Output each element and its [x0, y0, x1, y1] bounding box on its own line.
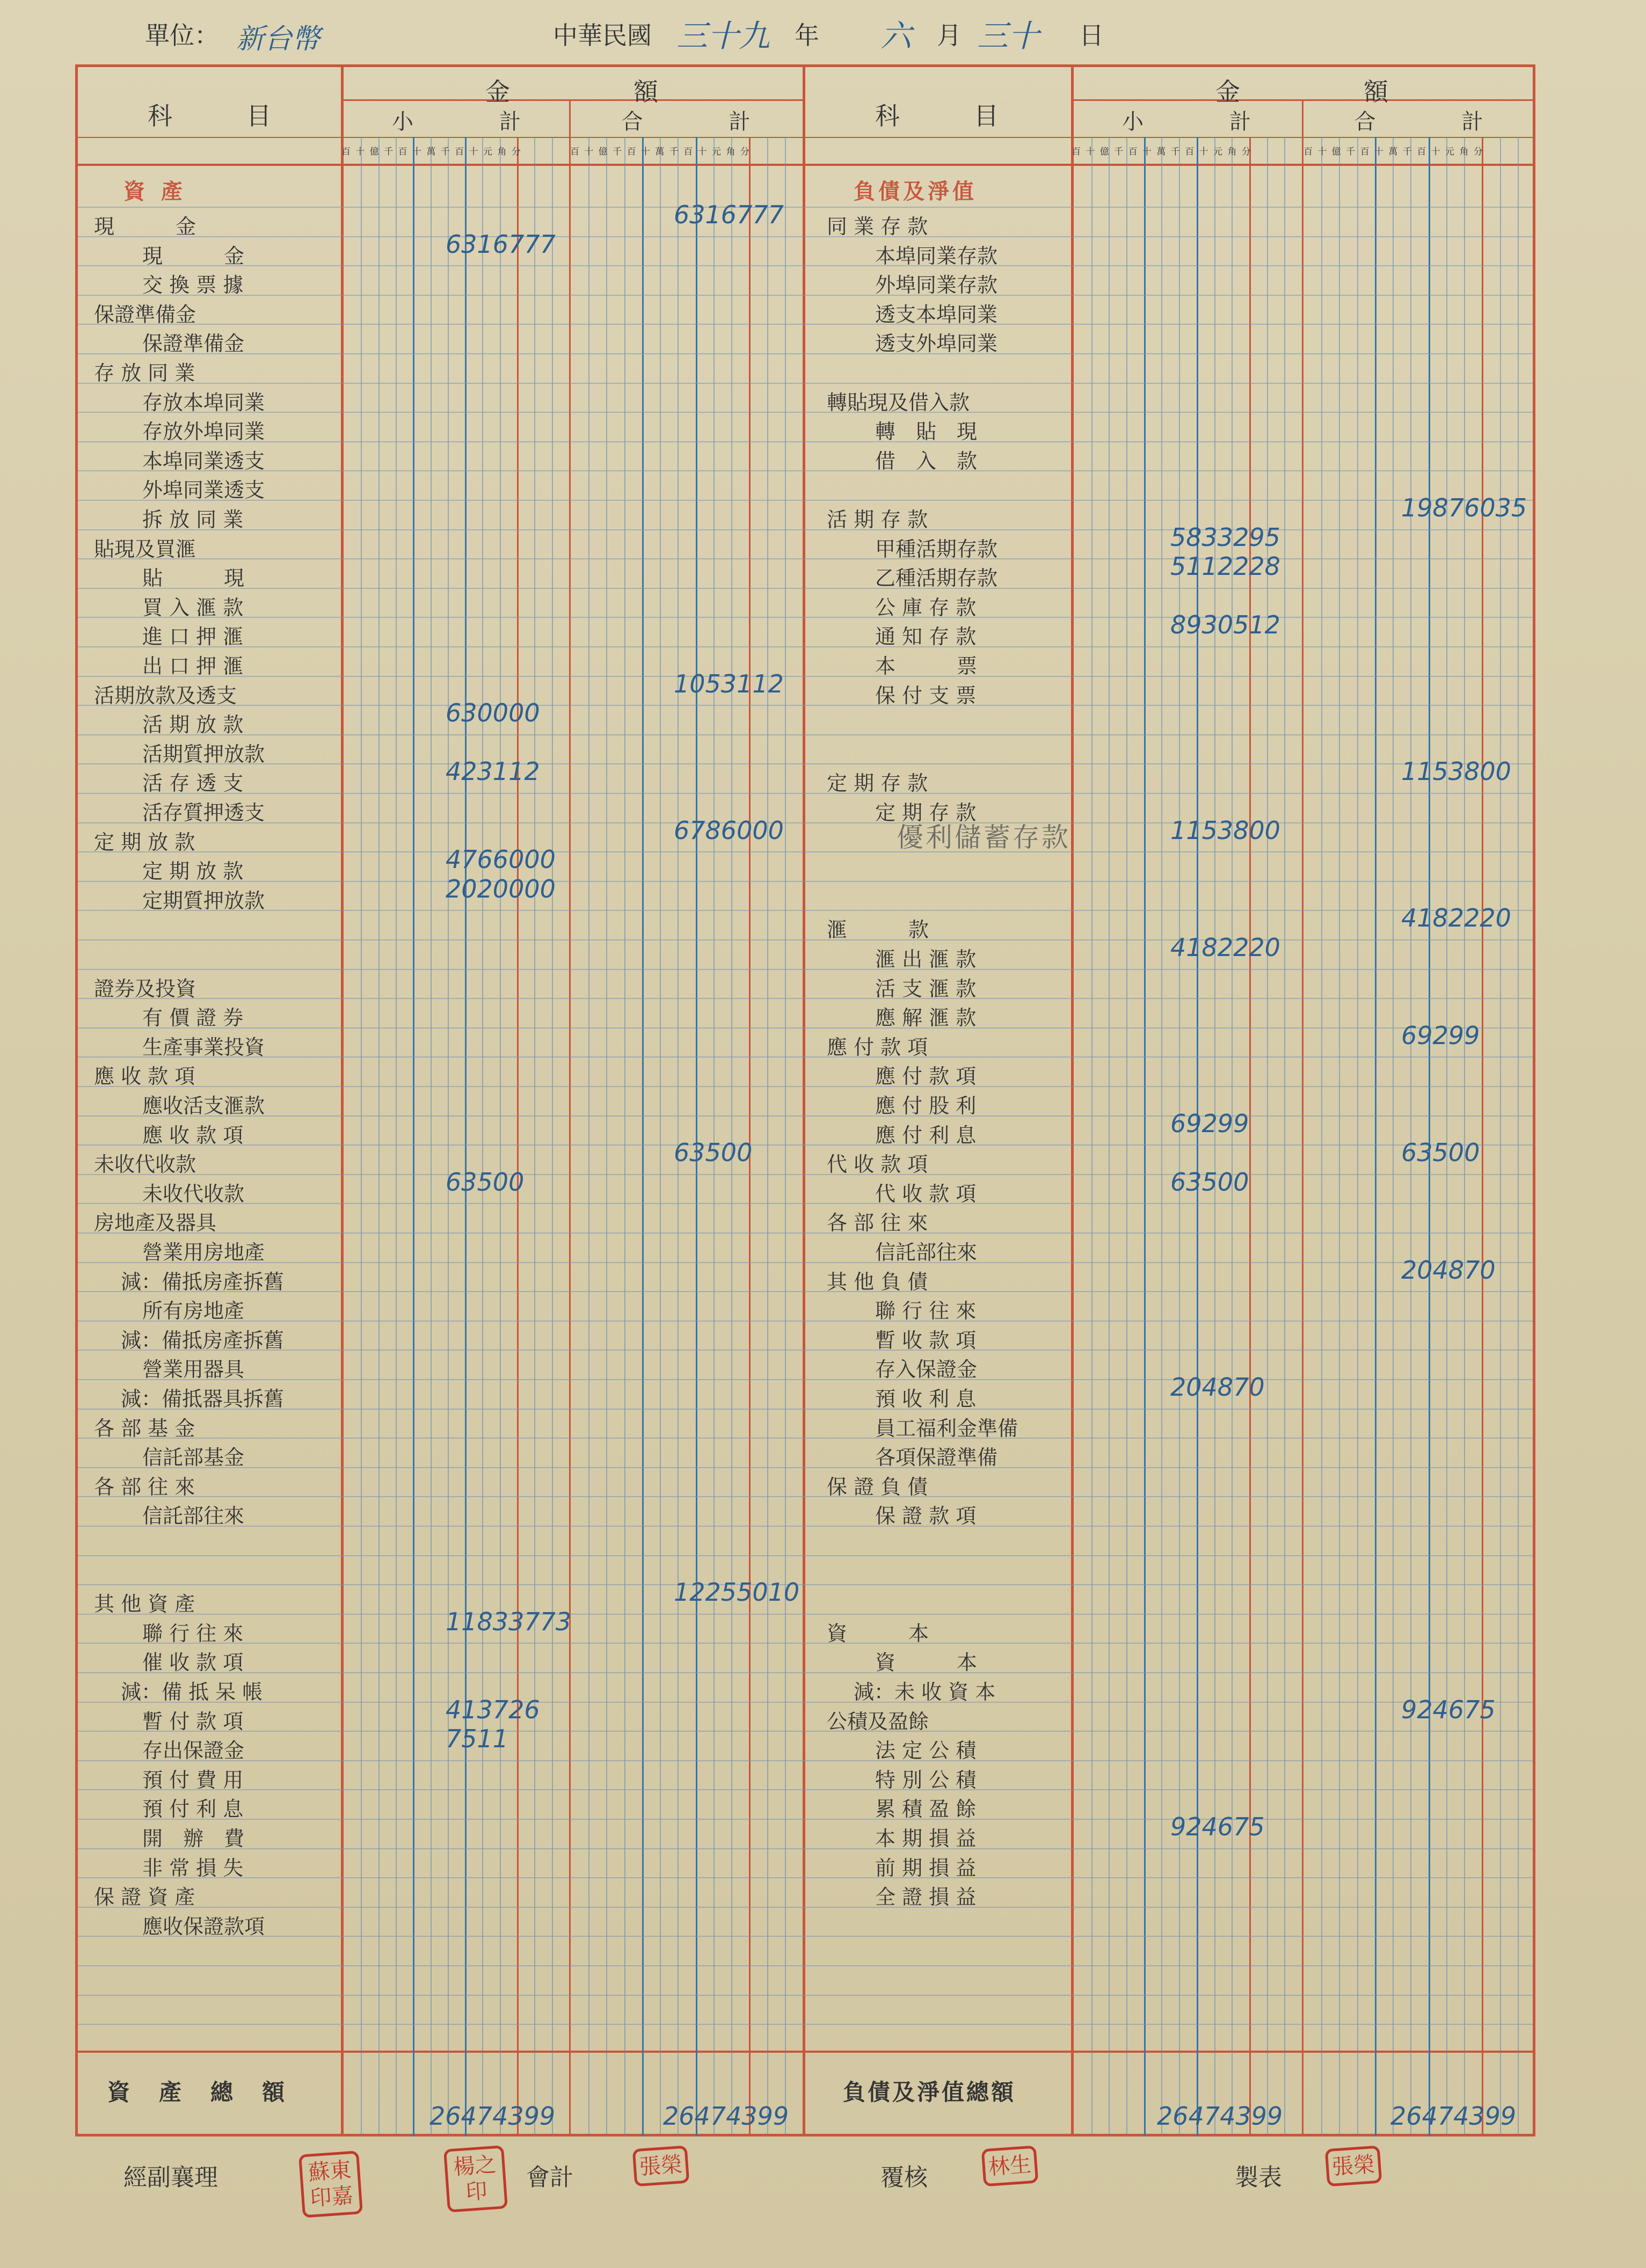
- row-line: [78, 1526, 1533, 1527]
- row-line: [78, 1233, 1533, 1234]
- right-item: 法 定 公 積: [875, 1739, 977, 1763]
- left-item: 生產事業投資: [142, 1035, 265, 1059]
- left-sub-digit-col: [552, 137, 553, 2136]
- preparer-label: 製表: [1235, 2164, 1282, 2191]
- left-item: 有 價 證 券: [142, 1006, 244, 1030]
- row-line: [78, 1614, 1533, 1615]
- right-item: 特 別 公 積: [875, 1768, 977, 1792]
- right-subject-divider: [1071, 64, 1074, 2136]
- left-item: 現 金: [94, 215, 196, 238]
- row-line: [78, 1995, 1533, 1996]
- row-line: [78, 881, 1533, 882]
- republic-label: 中華民國: [553, 21, 652, 50]
- right-item: 應 付 款 項: [875, 1064, 977, 1089]
- row-line: [78, 822, 1533, 823]
- right-item: 減：未 收 資 本: [854, 1680, 996, 1704]
- right-sub-digit-col: [1161, 137, 1162, 2136]
- row-line: [78, 1056, 1533, 1058]
- right-item: 各項保證準備: [875, 1446, 998, 1470]
- row-line: [78, 851, 1533, 852]
- left-sub-digit-col: [413, 137, 414, 2136]
- row-line: [78, 617, 1533, 618]
- manager-seal: 蘇東印嘉: [298, 2150, 363, 2218]
- left-item: 證券及投資: [94, 976, 196, 1001]
- row-line: [78, 500, 1533, 501]
- day-suffix: 日: [1079, 21, 1104, 50]
- row-line: [78, 763, 1533, 764]
- amount-entry: 6316777: [674, 200, 784, 229]
- left-sub-digit-col: [431, 137, 432, 2136]
- right-subject-header: 科 目: [875, 101, 999, 130]
- row-line: [78, 1672, 1533, 1673]
- accounting-seal-2: 張榮: [632, 2146, 690, 2187]
- left-item: 暫 付 款 項: [142, 1709, 244, 1733]
- left-item: 存放本埠同業: [142, 390, 265, 414]
- left-total-digit-col: [731, 137, 732, 2136]
- right-item: 代 收 款 項: [875, 1182, 977, 1206]
- assets-total-amount: 26474399: [663, 2102, 789, 2131]
- right-item: 員工福利金準備: [875, 1416, 1018, 1440]
- left-item: 各 部 往 來: [94, 1475, 195, 1499]
- right-total-digit-col: [1429, 137, 1430, 2136]
- digit-row-line: [75, 137, 1535, 138]
- right-item: 活 期 存 款: [827, 508, 928, 531]
- right-total-digit-col: [1393, 137, 1394, 2136]
- left-item: 進 口 押 滙: [142, 625, 244, 649]
- left-sub-digit-col: [448, 137, 449, 2136]
- amount-entry: 423112: [446, 757, 540, 786]
- row-line: [78, 1467, 1533, 1468]
- right-total-digit-col: [1339, 137, 1340, 2136]
- liabilities-total-amount: 26474399: [1390, 2102, 1517, 2131]
- row-line: [78, 1965, 1533, 1966]
- left-item: 聯 行 往 來: [142, 1621, 244, 1645]
- left-item: 存 放 同 業: [94, 361, 195, 385]
- left-item: 保證準備金: [94, 302, 196, 326]
- year-suffix: 年: [795, 21, 819, 50]
- left-amount-header: 金 額: [485, 77, 658, 106]
- left-item: 應收活支滙款: [142, 1094, 265, 1118]
- amount-entry: 924675: [1170, 1812, 1265, 1841]
- right-item: 保 證 負 債: [827, 1475, 928, 1499]
- center-divider: [803, 64, 805, 2136]
- row-line: [78, 793, 1533, 794]
- left-total-digit-col: [660, 137, 661, 2136]
- left-item: 貼 現: [142, 566, 245, 590]
- liabilities-section-title: 負債及淨值: [854, 179, 977, 204]
- right-total-digit-col: [1357, 137, 1358, 2136]
- left-item: 活 存 透 支: [142, 771, 244, 796]
- left-item: 減：備 抵 呆 帳: [121, 1680, 263, 1704]
- row-line: [78, 969, 1533, 970]
- amount-entry: 6786000: [674, 815, 784, 845]
- right-item: 透支本埠同業: [875, 302, 998, 326]
- row-line: [78, 588, 1533, 589]
- row-line: [78, 1291, 1533, 1292]
- row-line: [78, 1144, 1533, 1146]
- assets-subtotal-amount: 26474399: [429, 2102, 556, 2131]
- right-item: 其 他 負 債: [827, 1270, 928, 1294]
- month-suffix: 月: [937, 21, 962, 50]
- right-item: 定 期 存 款: [875, 801, 977, 825]
- row-line: [78, 1936, 1533, 1937]
- right-item: 定 期 存 款: [827, 771, 928, 796]
- manager-label: 經副襄理: [123, 2164, 218, 2191]
- row-line: [78, 1174, 1533, 1175]
- row-line: [78, 1409, 1533, 1410]
- right-subtotal-header: 小 計: [1122, 110, 1251, 134]
- row-line: [78, 441, 1533, 442]
- amount-entry: 7511: [446, 1724, 509, 1754]
- left-item: 應 收 款 項: [94, 1064, 195, 1089]
- right-item: 滙 款: [827, 918, 929, 942]
- right-sub-digit-col: [1091, 137, 1093, 2136]
- row-line: [78, 1496, 1533, 1497]
- amount-entry: 8930512: [1170, 610, 1280, 640]
- row-line: [78, 412, 1533, 413]
- amount-entry: 2020000: [446, 874, 556, 903]
- row-line: [78, 1643, 1533, 1644]
- left-item: 預 付 利 息: [142, 1797, 244, 1821]
- row-line: [78, 1789, 1533, 1790]
- row-line: [78, 1907, 1533, 1908]
- left-total-digit-col: [624, 137, 625, 2136]
- row-line: [78, 1760, 1533, 1761]
- right-item: 乙種活期存款: [875, 566, 998, 590]
- right-item: 活 支 滙 款: [875, 976, 977, 1001]
- left-item: 信託部往來: [142, 1504, 245, 1528]
- row-line: [78, 676, 1533, 677]
- right-item: 甲種活期存款: [875, 537, 998, 561]
- right-sub-digit-col: [1126, 137, 1127, 2136]
- row-line: [78, 939, 1533, 940]
- row-line: [78, 1115, 1533, 1117]
- liabilities-total-label: 負債及淨值總額: [843, 2079, 1016, 2105]
- row-line: [78, 353, 1533, 354]
- right-item: 本埠同業存款: [875, 244, 998, 268]
- row-line: [78, 1262, 1533, 1263]
- right-item: 本 期 損 益: [875, 1827, 977, 1850]
- left-sub-digit-col: [534, 137, 535, 2136]
- right-sub-digit-units: 百 十 億 千 百 十 萬 千 百 十 元 角 分: [1072, 147, 1252, 157]
- left-item: 定期質押放款: [142, 888, 265, 913]
- amount-entry: 5833295: [1170, 522, 1280, 552]
- right-item: 外埠同業存款: [875, 273, 998, 297]
- right-item: 借 入 款: [875, 449, 978, 473]
- right-item: 代 收 款 項: [827, 1153, 928, 1177]
- left-total-digit-col: [642, 137, 644, 2136]
- right-total-digit-col: [1410, 137, 1411, 2136]
- right-total-digit-col: [1518, 137, 1519, 2136]
- left-item: 貼現及買滙: [94, 537, 196, 561]
- amount-entry: 63500: [1401, 1138, 1480, 1168]
- amount-entry: 413726: [446, 1695, 540, 1724]
- left-sub-digit-col: [482, 137, 483, 2136]
- left-item: 現 金: [142, 244, 245, 268]
- left-total-digit-col: [588, 137, 589, 2136]
- row-line: [78, 1027, 1533, 1029]
- left-item: 保 證 資 產: [94, 1885, 195, 1909]
- row-line: [78, 646, 1533, 647]
- row-line: [78, 1584, 1533, 1585]
- row-line: [78, 1350, 1533, 1351]
- row-line: [78, 910, 1533, 911]
- right-total-digit-col: [1446, 137, 1447, 2136]
- left-item: 房地產及器具: [94, 1211, 217, 1235]
- right-total-header: 合 計: [1354, 110, 1483, 134]
- deposit-type-stamp: 優利儲蓄存款: [897, 822, 1070, 853]
- left-item: 其 他 資 產: [94, 1592, 195, 1616]
- amount-entry: 69299: [1170, 1109, 1249, 1138]
- right-item: 應 付 股 利: [875, 1094, 977, 1118]
- left-item: 交 換 票 據: [142, 273, 244, 297]
- left-total-digit-col: [767, 137, 768, 2136]
- left-item: 應 收 款 項: [142, 1123, 244, 1147]
- amount-entry: 63500: [674, 1138, 753, 1168]
- preparer-seal: 張榮: [1325, 2146, 1382, 2187]
- left-item: 拆 放 同 業: [142, 508, 244, 531]
- row-line: [78, 236, 1533, 237]
- left-item: 定 期 放 款: [142, 859, 244, 884]
- row-line: [78, 1203, 1533, 1204]
- right-item: 滙 出 滙 款: [875, 947, 977, 971]
- left-subject-divider: [341, 64, 344, 2136]
- review-label: 覆核: [880, 2164, 928, 2191]
- row-line: [78, 265, 1533, 266]
- left-sub-digit-col: [378, 137, 380, 2136]
- right-item: 公積及盈餘: [827, 1709, 929, 1733]
- right-item: 累 積 盈 餘: [875, 1797, 977, 1821]
- amount-entry: 12255010: [674, 1578, 800, 1607]
- amount-entry: 924675: [1401, 1695, 1496, 1724]
- day-value: 三十: [977, 18, 1040, 54]
- left-item: 未收代收款: [142, 1182, 245, 1206]
- right-item: 暫 收 款 項: [875, 1328, 977, 1352]
- year-value: 三十九: [676, 18, 770, 54]
- right-item: 各 部 往 來: [827, 1211, 928, 1235]
- left-item: 開 辦 費: [142, 1827, 245, 1850]
- row-line: [78, 998, 1533, 999]
- review-seal: 林生: [981, 2146, 1039, 2187]
- amount-entry: 63500: [446, 1167, 525, 1197]
- right-total-digit-col: [1482, 137, 1483, 2136]
- left-item: 非 常 損 失: [142, 1856, 244, 1880]
- accounting-seal: 楊之印: [443, 2145, 508, 2213]
- row-line: [78, 1379, 1533, 1380]
- row-line: [78, 1877, 1533, 1878]
- right-sub-digit-col: [1267, 137, 1268, 2136]
- right-item: 信託部往來: [875, 1241, 978, 1264]
- left-item: 所有房地產: [142, 1299, 245, 1323]
- left-item: 營業用器具: [142, 1358, 245, 1382]
- amount-entry: 69299: [1401, 1020, 1480, 1050]
- ledger-frame: [75, 64, 1535, 2136]
- right-item: 應 解 滙 款: [875, 1006, 977, 1030]
- accounting-label: 會計: [526, 2164, 573, 2191]
- left-item: 保證準備金: [142, 332, 245, 356]
- right-total-digit-col: [1375, 137, 1376, 2136]
- left-total-digit-col: [606, 137, 607, 2136]
- left-sub-digit-col: [361, 137, 362, 2136]
- amount-entry: 4182220: [1401, 903, 1511, 933]
- left-item: 減：備抵房產拆舊: [121, 1328, 285, 1352]
- right-item: 預 收 利 息: [875, 1387, 977, 1411]
- right-item: 全 證 損 益: [875, 1885, 977, 1909]
- left-item: 買 入 滙 款: [142, 595, 244, 619]
- amount-entry: 11833773: [446, 1607, 572, 1636]
- unit-value: 新台幣: [236, 23, 321, 55]
- right-item: 轉 貼 現: [875, 420, 978, 444]
- left-item: 催 收 款 項: [142, 1651, 244, 1675]
- amount-entry: 204870: [1170, 1373, 1265, 1402]
- header-bottom-line: [75, 164, 1535, 166]
- amount-entry: 5112228: [1170, 552, 1280, 581]
- left-item: 定 期 放 款: [94, 830, 195, 854]
- left-item: 活存質押透支: [142, 801, 265, 825]
- left-total-digit-col: [713, 137, 715, 2136]
- right-item: 公 庫 存 款: [875, 595, 977, 619]
- row-line: [78, 529, 1533, 530]
- row-line: [78, 558, 1533, 559]
- left-sub-digit-units: 百 十 億 千 百 十 萬 千 百 十 元 角 分: [341, 147, 522, 157]
- left-item: 信託部基金: [142, 1446, 245, 1470]
- left-sub-digit-col: [500, 137, 501, 2136]
- right-total-digit-col: [1464, 137, 1465, 2136]
- left-item: 活 期 放 款: [142, 713, 244, 737]
- right-item: 資 本: [827, 1621, 929, 1645]
- row-line: [78, 1555, 1533, 1556]
- liabilities-subtotal-amount: 26474399: [1157, 2102, 1283, 2131]
- row-line: [78, 2024, 1533, 2025]
- left-total-digit-units: 百 十 億 千 百 十 萬 千 百 十 元 角 分: [570, 147, 751, 157]
- month-value: 六: [880, 18, 912, 54]
- left-subtotal-header: 小 計: [392, 110, 521, 134]
- row-line: [78, 734, 1533, 735]
- left-item: 減：備抵器具拆舊: [121, 1387, 285, 1411]
- left-sub-digit-col: [396, 137, 397, 2136]
- right-sub-digit-col: [1109, 137, 1110, 2136]
- right-sub-digit-col: [1284, 137, 1285, 2136]
- row-line: [78, 1731, 1533, 1732]
- amount-entry: 19876035: [1401, 493, 1527, 522]
- right-item: 轉貼現及借入款: [827, 390, 970, 414]
- right-item: 通 知 存 款: [875, 625, 977, 649]
- right-item: 存入保證金: [875, 1358, 978, 1382]
- amount-entry: 1153800: [1401, 757, 1511, 786]
- left-item: 活期質押放款: [142, 742, 265, 766]
- left-total-header: 合 計: [621, 110, 751, 134]
- row-line: [78, 383, 1533, 384]
- right-item: 資 本: [875, 1651, 978, 1675]
- left-item: 本埠同業透支: [142, 449, 265, 473]
- amount-entry: 1053112: [674, 669, 784, 698]
- right-sub-digit-col: [1144, 137, 1146, 2136]
- assets-total-label: 資 產 總 額: [107, 2079, 288, 2105]
- left-item: 存放外埠同業: [142, 420, 265, 444]
- left-item: 未收代收款: [94, 1153, 196, 1177]
- row-line: [78, 1086, 1533, 1087]
- left-item: 活期放款及透支: [94, 683, 237, 708]
- right-total-digit-col: [1321, 137, 1322, 2136]
- amount-entry: 630000: [446, 698, 540, 728]
- left-total-digit-col: [785, 137, 786, 2136]
- amount-entry: 63500: [1170, 1167, 1249, 1197]
- right-item: 保 證 款 項: [875, 1504, 977, 1528]
- amount-entry: 4766000: [446, 845, 556, 874]
- amount-entry: 204870: [1401, 1255, 1496, 1285]
- left-item: 出 口 押 滙: [142, 654, 244, 678]
- amount-entry: 1153800: [1170, 815, 1280, 845]
- right-item: 透支外埠同業: [875, 332, 998, 356]
- left-item: 各 部 基 金: [94, 1416, 195, 1440]
- left-total-digit-col: [696, 137, 697, 2136]
- right-item: 聯 行 往 來: [875, 1299, 977, 1323]
- left-item: 存出保證金: [142, 1739, 245, 1763]
- row-line: [78, 207, 1533, 208]
- row-line: [78, 1702, 1533, 1703]
- row-line: [78, 295, 1533, 296]
- row-line: [78, 470, 1533, 471]
- amount-entry: 4182220: [1170, 933, 1280, 962]
- assets-section-title: 資產: [123, 179, 199, 204]
- left-sub-digit-col: [517, 137, 519, 2136]
- row-line: [78, 1438, 1533, 1439]
- row-line: [78, 1819, 1533, 1820]
- left-item: 減：備抵房產拆舊: [121, 1270, 285, 1294]
- row-line: [78, 324, 1533, 325]
- total-top-line: [75, 2051, 1535, 2053]
- right-item: 前 期 損 益: [875, 1856, 977, 1880]
- right-item: 保 付 支 票: [875, 683, 977, 708]
- left-total-digit-col: [749, 137, 751, 2136]
- right-total-digit-units: 百 十 億 千 百 十 萬 千 百 十 元 角 分: [1303, 147, 1484, 157]
- row-line: [78, 1848, 1533, 1849]
- right-amount-header: 金 額: [1215, 77, 1388, 106]
- unit-label: 單位：: [145, 21, 219, 50]
- left-total-digit-col: [678, 137, 679, 2136]
- left-item: 應收保證款項: [142, 1914, 265, 1938]
- left-sub-digit-col: [465, 137, 467, 2136]
- right-total-digit-col: [1500, 137, 1501, 2136]
- amount-entry: 6316777: [446, 229, 556, 259]
- right-item: 應 付 款 項: [827, 1035, 928, 1059]
- left-item: 外埠同業透支: [142, 478, 265, 502]
- right-item: 應 付 利 息: [875, 1123, 977, 1147]
- right-item: 同 業 存 款: [827, 215, 928, 238]
- left-item: 預 付 費 用: [142, 1768, 244, 1792]
- left-subject-header: 科 目: [148, 101, 271, 130]
- left-item: 營業用房地產: [142, 1241, 265, 1264]
- right-item: 本 票: [875, 654, 978, 678]
- row-line: [78, 1321, 1533, 1322]
- right-sub-total-divider: [1302, 99, 1303, 2136]
- left-sub-total-divider: [569, 99, 571, 2136]
- row-line: [78, 705, 1533, 706]
